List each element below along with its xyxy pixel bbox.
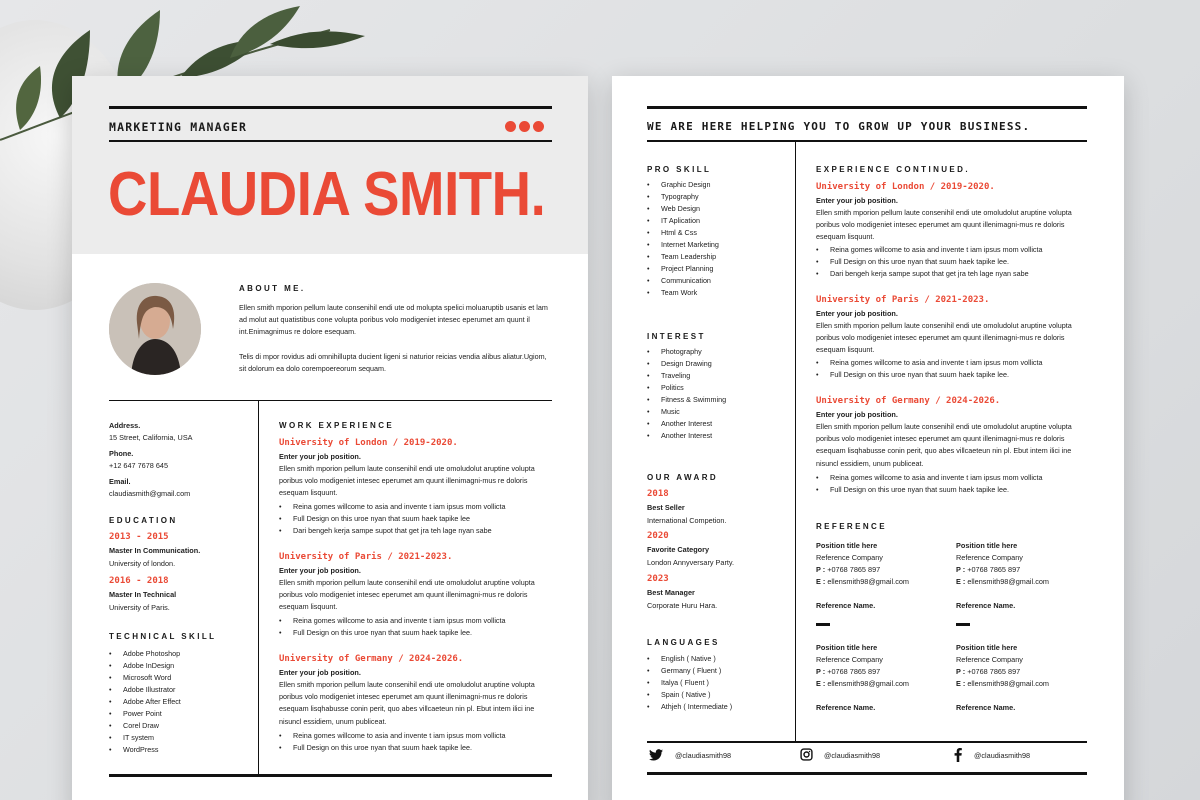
email-value: claudiasmith@gmail.com — [109, 489, 191, 498]
list-item: • Reina gomes willcome to asia and invente t iam ipsus mom vollicta — [816, 244, 1043, 256]
list-item: • Reina gomes willcome to asia and invente t iam ipsus mom vollicta — [816, 357, 1043, 369]
reference-name: Reference Name. — [956, 601, 1016, 610]
job-description: Ellen smith mporion pellum laute consenihil endi ute omoludolut aruptine volupta poribus volo modigeniet intesec eperumet am quunt illenimagni-mus re doloris esequam lisquunt. — [279, 578, 535, 612]
header-rule-bottom — [647, 140, 1087, 142]
signature-line — [816, 623, 830, 626]
reference-heading: REFERENCE — [816, 522, 887, 531]
job-position: Enter your job position. — [279, 452, 361, 461]
footer-rule — [109, 774, 552, 777]
award-year: 2023 — [647, 574, 669, 584]
reference-company: Reference Company — [816, 655, 883, 664]
job-title: University of Paris / 2021-2023. — [279, 552, 453, 562]
reference-name: Reference Name. — [816, 601, 876, 610]
reference-position: Position title here — [816, 541, 878, 550]
reference-phone: +0768 7865 897 — [827, 667, 881, 676]
reference-phone: +0768 7865 897 — [967, 667, 1021, 676]
list-item: • Reina gomes willcome to asia and invente t iam ipsus mom vollicta — [279, 501, 506, 513]
education-school: University of Paris. — [109, 603, 170, 612]
reference-phone-label: P : — [816, 565, 826, 574]
education-years: 2013 - 2015 — [109, 532, 169, 542]
section-divider — [109, 400, 552, 401]
list-item: • IT Aplication — [647, 215, 719, 227]
list-item: • Germany ( Fluent ) — [647, 665, 732, 677]
phone-label: Phone. — [109, 449, 134, 458]
job-position: Enter your job position. — [279, 566, 361, 575]
education-school: University of london. — [109, 559, 176, 568]
candidate-name: CLAUDIA SMITH. — [108, 160, 546, 229]
award-year: 2020 — [647, 531, 669, 541]
reference-email: ellensmith98@gmail.com — [827, 679, 909, 688]
phone-value: +12 647 7678 645 — [109, 461, 169, 470]
job-title: University of Paris / 2021-2023. — [816, 295, 990, 305]
list-item: • Adobe InDesign — [109, 660, 181, 672]
list-item: • English ( Native ) — [647, 653, 732, 665]
list-item: • Full Design on this uroe nyan that suum haek tapike lee — [279, 513, 506, 525]
list-item: • Another Interest — [647, 430, 726, 442]
list-item: • Italya ( Fluent ) — [647, 677, 732, 689]
profile-photo — [109, 283, 201, 375]
job-bullets — [279, 501, 506, 537]
award-title: Best Seller — [647, 503, 685, 512]
column-divider — [795, 141, 796, 741]
job-description: Ellen smith mporion pellum laute consenihil endi ute omoludolut aruptine volupta poribus volo modigeniet intesec eperumet am quunt illenimagni-mus re doloris esequam lisquunt. — [279, 464, 535, 498]
about-paragraph-2: Telis di mpor rovidus adi omnihillupta ducient ligeni si naturior reicias vendia alibus aliatur.Ugiom, sit dolorum ea dolo corempoereorum sequam. — [239, 352, 547, 374]
list-item: • Team Work — [647, 287, 719, 299]
reference-phone-label: P : — [816, 667, 826, 676]
about-paragraph-1: Ellen smith mporion pellum laute consenihil endi ute od molupta spelici moluaruptib usanis et lam ad molut aut quatistibus cone volupta poribus volo modigeniet intesec eperumet am quunt il int.Enimagnimus re dolore esequam. — [239, 303, 548, 337]
reference-phone-label: P : — [956, 565, 966, 574]
list-item: • Full Design on this uroe nyan that suum haek tapike lee. — [816, 256, 1043, 268]
reference-name: Reference Name. — [816, 703, 876, 712]
list-item: • Spain ( Native ) — [647, 689, 732, 701]
resume-page-2 — [612, 76, 1124, 800]
languages-list — [647, 653, 732, 713]
award-heading: OUR AWARD — [647, 473, 719, 482]
job-title: MARKETING MANAGER — [109, 120, 248, 134]
list-item: • Full Design on this uroe nyan that suum haek tapike lee. — [816, 484, 1043, 496]
list-item: • Photography — [647, 346, 726, 358]
tagline: WE ARE HERE HELPING YOU TO GROW UP YOUR BUSINESS. — [647, 120, 1031, 133]
interest-list — [647, 346, 726, 442]
list-item: • Full Design on this uroe nyan that suum haek tapike lee. — [816, 369, 1043, 381]
languages-heading: LANGUAGES — [647, 638, 720, 647]
technical-skill-heading: TECHNICAL SKILL — [109, 632, 217, 641]
facebook-handle[interactable]: @claudiasmith98 — [974, 751, 1031, 760]
footer-rule-top — [647, 741, 1087, 743]
reference-email-label: E : — [956, 679, 966, 688]
list-item: • Project Planning — [647, 263, 719, 275]
list-item: • Another Interest — [647, 418, 726, 430]
reference-company: Reference Company — [956, 655, 1023, 664]
list-item: • Design Drawing — [647, 358, 726, 370]
instagram-handle[interactable]: @claudiasmith98 — [824, 751, 881, 760]
job-position: Enter your job position. — [279, 668, 361, 677]
list-item: • Full Design on this uroe nyan that suum haek tapike lee. — [279, 627, 506, 639]
reference-email-label: E : — [956, 577, 966, 586]
award-org: Corporate Huru Hara. — [647, 601, 718, 610]
reference-phone-label: P : — [956, 667, 966, 676]
job-bullets — [816, 472, 1043, 496]
list-item: • Traveling — [647, 370, 726, 382]
list-item: • Reina gomes willcome to asia and invente t iam ipsus mom vollicta — [279, 615, 506, 627]
list-item: • Music — [647, 406, 726, 418]
column-divider — [258, 400, 259, 776]
job-description: Ellen smith mporion pellum laute consenihil endi ute omoludolut aruptine volupta poribus volo modigeniet intesec eperumet am quunt illenimagni-mus re doloris esequam lisqhabusse conin perit, quo abes villcaeteun nin pl. Ebut intem ilici ine nisuncl essidiem, unum publiceat. — [816, 422, 1072, 468]
job-bullets — [816, 244, 1043, 280]
list-item: • Dari bengeh kerja sampe supot that get jra teh lage nyan sabe — [816, 268, 1043, 280]
list-item: • WordPress — [109, 744, 181, 756]
list-item: • Html & Css — [647, 227, 719, 239]
technical-skill-list — [109, 648, 181, 756]
award-org: International Competion. — [647, 516, 727, 525]
award-year: 2018 — [647, 489, 669, 499]
job-bullets — [816, 357, 1043, 381]
list-item: • Communication — [647, 275, 719, 287]
reference-email-label: E : — [816, 577, 826, 586]
about-heading: ABOUT ME. — [239, 284, 306, 293]
list-item: • Corel Draw — [109, 720, 181, 732]
job-bullets — [279, 730, 506, 754]
signature-line — [956, 623, 970, 626]
reference-name: Reference Name. — [956, 703, 1016, 712]
list-item: • Graphic Design — [647, 179, 719, 191]
pro-skill-list — [647, 179, 719, 299]
header-rule-top — [647, 106, 1087, 109]
job-position: Enter your job position. — [816, 196, 898, 205]
twitter-handle[interactable]: @claudiasmith98 — [675, 751, 732, 760]
reference-email: ellensmith98@gmail.com — [967, 577, 1049, 586]
list-item: • Fitness & Swimming — [647, 394, 726, 406]
resume-page-1 — [72, 76, 588, 800]
job-position: Enter your job position. — [816, 410, 898, 419]
list-item: • Team Leadership — [647, 251, 719, 263]
list-item: • Adobe Photoshop — [109, 648, 181, 660]
list-item: • Dari bengeh kerja sampe supot that get jra teh lage nyan sabe — [279, 525, 506, 537]
reference-phone: +0768 7865 897 — [967, 565, 1021, 574]
list-item: • Athjeh ( Intermediate ) — [647, 701, 732, 713]
list-item: • Web Design — [647, 203, 719, 215]
interest-heading: INTEREST — [647, 332, 706, 341]
header-rule-top — [109, 106, 552, 109]
instagram-icon[interactable] — [800, 748, 813, 761]
job-title: University of Germany / 2024-2026. — [279, 654, 464, 664]
award-title: Favorite Category — [647, 545, 710, 554]
list-item: • Internet Marketing — [647, 239, 719, 251]
job-description: Ellen smith mporion pellum laute consenihil endi ute omoludolut aruptine volupta poribus volo modigeniet intesec eperumet am quunt illenimagni-mus re doloris esequam lisquunt. — [816, 208, 1072, 242]
job-description: Ellen smith mporion pellum laute consenihil endi ute omoludolut aruptine volupta poribus volo modigeniet intesec eperumet am quunt illenimagni-mus re doloris esequam lisqhabusse conin perit, quo abes villcaeteun nin pl. Ebut intem ilici ine nisuncl essidiem, unum publiceat. — [279, 680, 535, 726]
list-item: • Adobe After Effect — [109, 696, 181, 708]
footer-rule-bottom — [647, 772, 1087, 775]
reference-position: Position title here — [816, 643, 878, 652]
list-item: • Adobe Illustrator — [109, 684, 181, 696]
list-item: • IT system — [109, 732, 181, 744]
experience-continued-heading: EXPERIENCE CONTINUED. — [816, 165, 970, 174]
header-rule-bottom — [109, 140, 552, 142]
education-years: 2016 - 2018 — [109, 576, 169, 586]
reference-email-label: E : — [816, 679, 826, 688]
list-item: • Power Point — [109, 708, 181, 720]
reference-company: Reference Company — [816, 553, 883, 562]
email-label: Email. — [109, 477, 131, 486]
reference-position: Position title here — [956, 643, 1018, 652]
list-item: • Reina gomes willcome to asia and invente t iam ipsus mom vollicta — [816, 472, 1043, 484]
list-item: • Politics — [647, 382, 726, 394]
job-title: University of Germany / 2024-2026. — [816, 396, 1001, 406]
job-title: University of London / 2019-2020. — [816, 182, 995, 192]
award-title: Best Manager — [647, 588, 695, 597]
facebook-icon[interactable] — [954, 748, 964, 762]
address-value: 15 Street, California, USA — [109, 433, 193, 442]
work-experience-heading: WORK EXPERIENCE — [279, 421, 395, 430]
education-degree: Master In Communication. — [109, 546, 201, 555]
education-heading: EDUCATION — [109, 516, 178, 525]
list-item: • Reina gomes willcome to asia and invente t iam ipsus mom vollicta — [279, 730, 506, 742]
reference-position: Position title here — [956, 541, 1018, 550]
reference-email: ellensmith98@gmail.com — [827, 577, 909, 586]
reference-company: Reference Company — [956, 553, 1023, 562]
award-org: London Annyversary Party. — [647, 558, 735, 567]
list-item: • Full Design on this uroe nyan that suum haek tapike lee. — [279, 742, 506, 754]
job-bullets — [279, 615, 506, 639]
job-description: Ellen smith mporion pellum laute consenihil endi ute omoludolut aruptine volupta poribus volo modigeniet intesec eperumet am quunt illenimagni-mus re doloris esequam lisquunt. — [816, 321, 1072, 355]
address-label: Address. — [109, 421, 141, 430]
header-dots — [502, 119, 544, 137]
job-title: University of London / 2019-2020. — [279, 438, 458, 448]
education-degree: Master In Technical — [109, 590, 177, 599]
pro-skill-heading: PRO SKILL — [647, 165, 712, 174]
list-item: • Typography — [647, 191, 719, 203]
reference-phone: +0768 7865 897 — [827, 565, 881, 574]
list-item: • Microsoft Word — [109, 672, 181, 684]
reference-email: ellensmith98@gmail.com — [967, 679, 1049, 688]
twitter-icon[interactable] — [649, 748, 663, 762]
job-position: Enter your job position. — [816, 309, 898, 318]
